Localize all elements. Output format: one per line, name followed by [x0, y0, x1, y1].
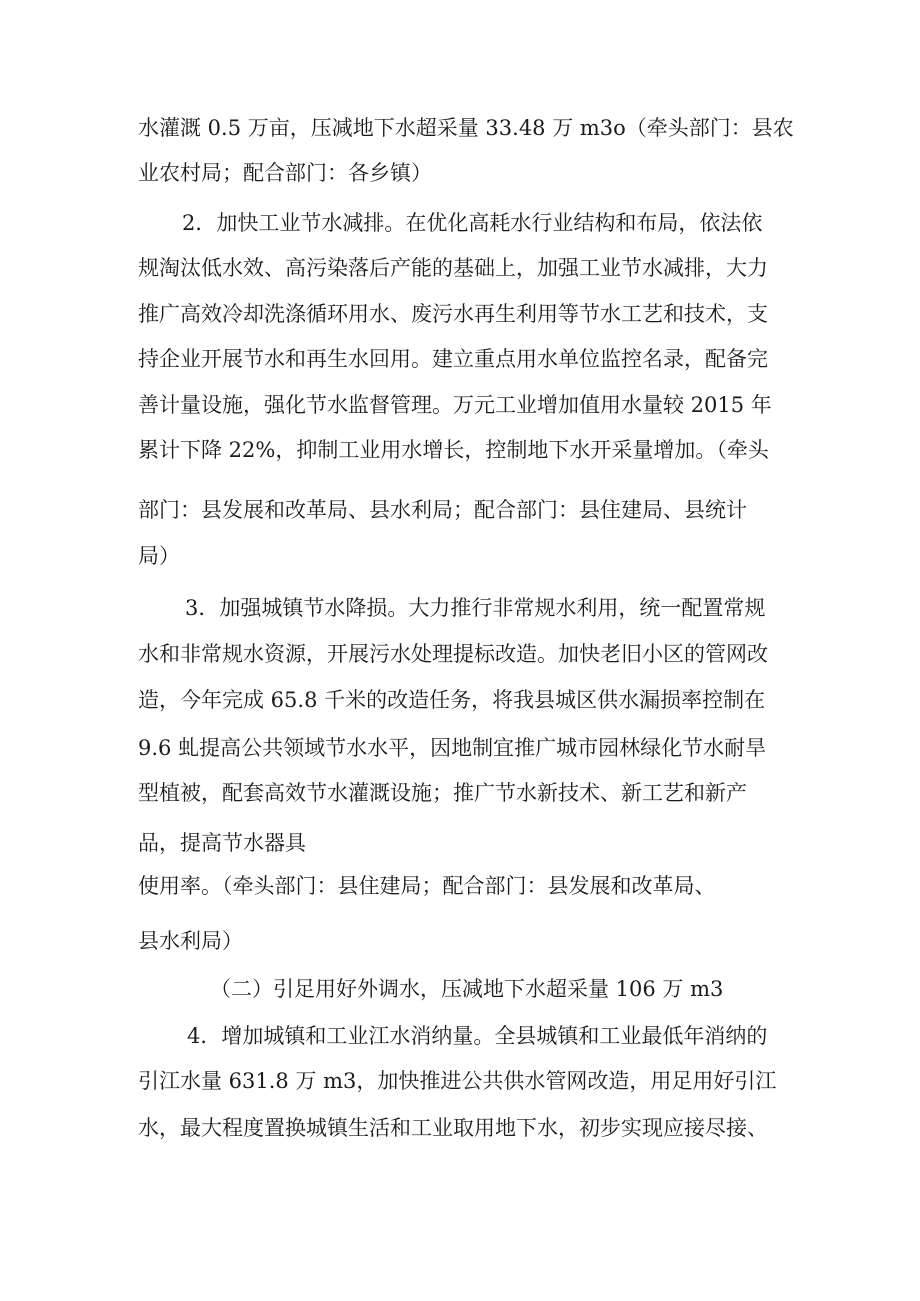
section-heading: （二）引足用好外调水，压减地下水超采量 106 万 m3 [210, 977, 724, 1001]
text-line: 使用率。（牵头部门：县住建局；配合部门：县发展和改革局、 [138, 874, 716, 898]
text-line: 累计下降 22%，抑制工业用水增长，控制地下水开采量增加。（牵头 [138, 438, 769, 462]
text-line: 水灌溉 0.5 万亩，压减地下水超采量 33.48 万 m3o（牵头部门：县农 [138, 116, 794, 140]
text-line: 9.6 虬提高公共领域节水水平，因地制宜推广城市园林绿化节水耐旱 [138, 736, 767, 760]
text-line: 县水利局） [138, 929, 243, 953]
text-line: 造，今年完成 65.8 千米的改造任务，将我县城区供水漏损率控制在 [138, 688, 766, 712]
text-line: 善计量设施，强化节水监督管理。万元工业增加值用水量较 2015 年 [138, 393, 772, 417]
text-line: 3．加强城镇节水降损。大力推行非常规水利用，统一配置常规 [185, 596, 766, 620]
text-line: 水和非常规水资源，开展污水处理提标改造。加快老旧小区的管网改 [138, 642, 768, 666]
text-line: 水，最大程度置换城镇生活和工业取用地下水，初步实现应接尽接、 [138, 1116, 768, 1140]
text-line: 业农村局；配合部门：各乡镇） [138, 161, 432, 185]
text-line: 4．增加城镇和工业江水消纳量。全县城镇和工业最低年消纳的 [187, 1024, 768, 1048]
text-line: 2．加快工业节水减排。在优化高耗水行业结构和布局，依法依 [182, 211, 763, 235]
text-line: 局） [138, 544, 180, 568]
text-line: 部门：县发展和改革局、县水利局；配合部门：县住建局、县统计 [138, 498, 747, 522]
text-line: 持企业开展节水和再生水回用。建立重点用水单位监控名录，配备完 [138, 347, 768, 371]
text-line: 型植被，配套高效节水灌溉设施；推广节水新技术、新工艺和新产 [138, 781, 747, 805]
text-line: 规淘汰低水效、高污染落后产能的基础上，加强工业节水减排，大力 [138, 256, 768, 280]
text-line: 推广高效冷却洗涤循环用水、废污水再生利用等节水工艺和技术，支 [138, 302, 768, 326]
text-line: 引江水量 631.8 万 m3，加快推进公共供水管网改造，用足用好引江 [138, 1069, 777, 1093]
text-line: 品，提高节水器具 [138, 831, 306, 855]
